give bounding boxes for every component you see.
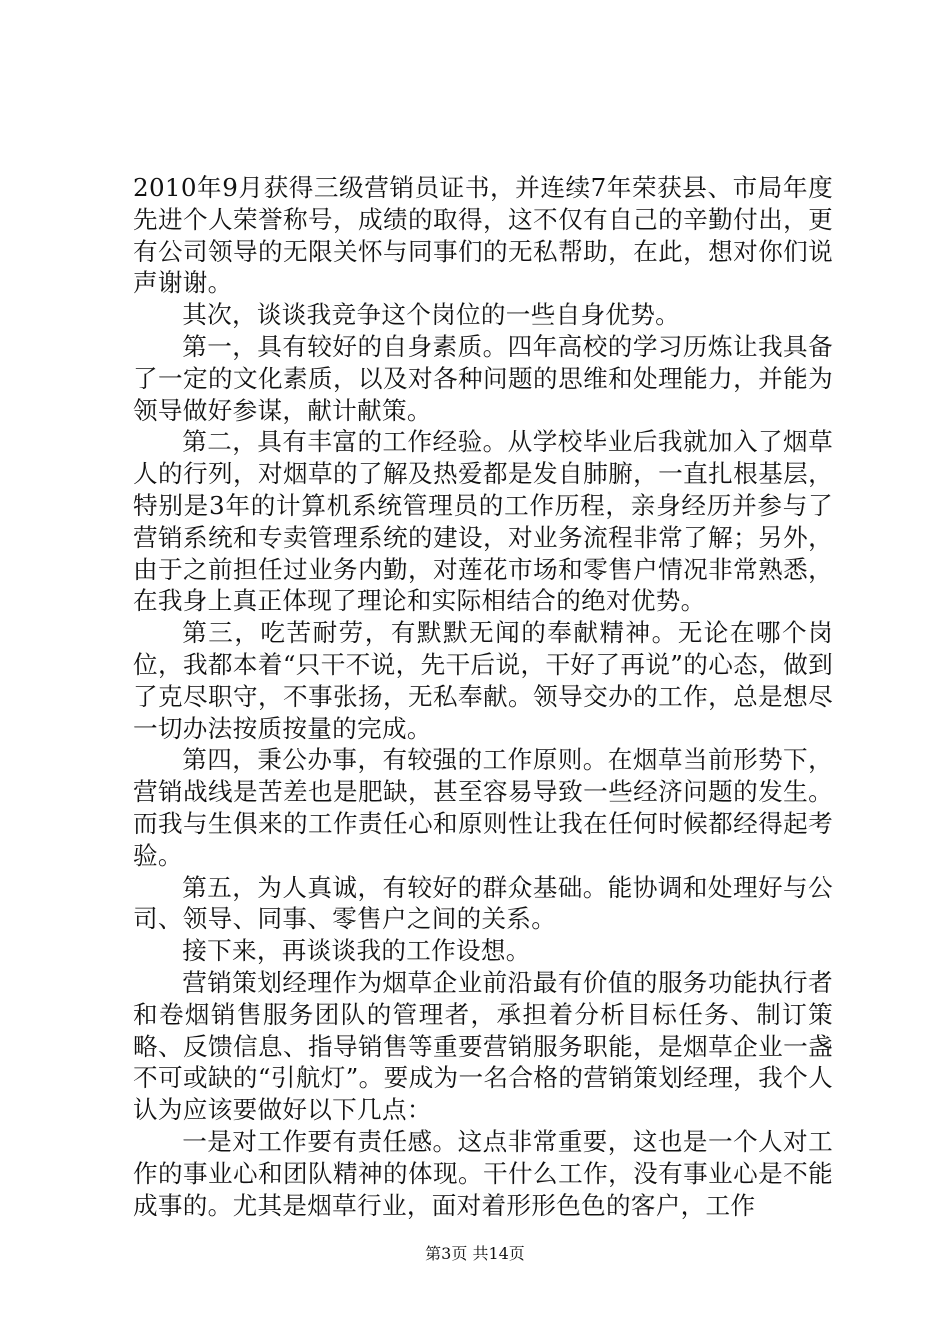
paragraph: 接下来，再谈谈我的工作设想。 <box>182 936 531 966</box>
paragraph: 2010年9月获得三级营销员证书，并连续7年荣获县、市局年度先进个人荣誉称号，成绩的取得，这不仅有自己的辛勤付出，更有公司领导的无限关怀与同事们的无私帮助，在此，想对你们说声谢谢。 <box>133 173 833 298</box>
paragraph: 第三，吃苦耐劳，有默默无闻的奉献精神。无论在哪个岗位，我都本着“只干不说，先干后说，干好了再说”的心态，做到了克尽职守，不事张扬，无私奉献。领导交办的工作，总是想尽一切办法按质按量的完成。 <box>133 618 833 743</box>
paragraph: 第四，秉公办事，有较强的工作原则。在烟草当前形势下，营销战线是苦差也是肥缺，甚至容易导致一些经济问题的发生。而我与生俱来的工作责任心和原则性让我在任何时候都经得起考验。 <box>133 745 833 870</box>
paragraph: 一是对工作要有责任感。这点非常重要，这也是一个人对工作的事业心和团队精神的体现。干什么工作，没有事业心是不能成事的。尤其是烟草行业，面对着形形色色的客户，工作 <box>133 1126 833 1220</box>
paragraph: 第二，具有丰富的工作经验。从学校毕业后我就加入了烟草人的行列，对烟草的了解及热爱都是发自肺腑，一直扎根基层，特别是3年的计算机系统管理员的工作历程，亲身经历并参与了营销系统和专卖管理系统的建设，对业务流程非常了解；另外，由于之前担任过业务内勤，对莲花市场和零售户情况非常熟悉，在我身上真正体现了理论和实际相结合的绝对优势。 <box>133 427 833 616</box>
page-footer: 第3页 共14页 <box>425 1244 525 1263</box>
paragraph: 营销策划经理作为烟草企业前沿最有价值的服务功能执行者和卷烟销售服务团队的管理者，承担着分析目标任务、制订策略、反馈信息、指导销售等重要营销服务职能，是烟草企业一盏不可或缺的“引航灯”。要成为一名合格的营销策划经理，我个人认为应该要做好以下几点： <box>133 967 833 1125</box>
paragraph: 第一，具有较好的自身素质。四年高校的学习历炼让我具备了一定的文化素质，以及对各种问题的思维和处理能力，并能为领导做好参谋，献计献策。 <box>133 331 833 425</box>
paragraph: 第五，为人真诚，有较好的群众基础。能协调和处理好与公司、领导、同事、零售户之间的关系。 <box>133 872 833 934</box>
document-body <box>133 172 833 1221</box>
paragraph: 其次，谈谈我竞争这个岗位的一些自身优势。 <box>182 300 681 330</box>
